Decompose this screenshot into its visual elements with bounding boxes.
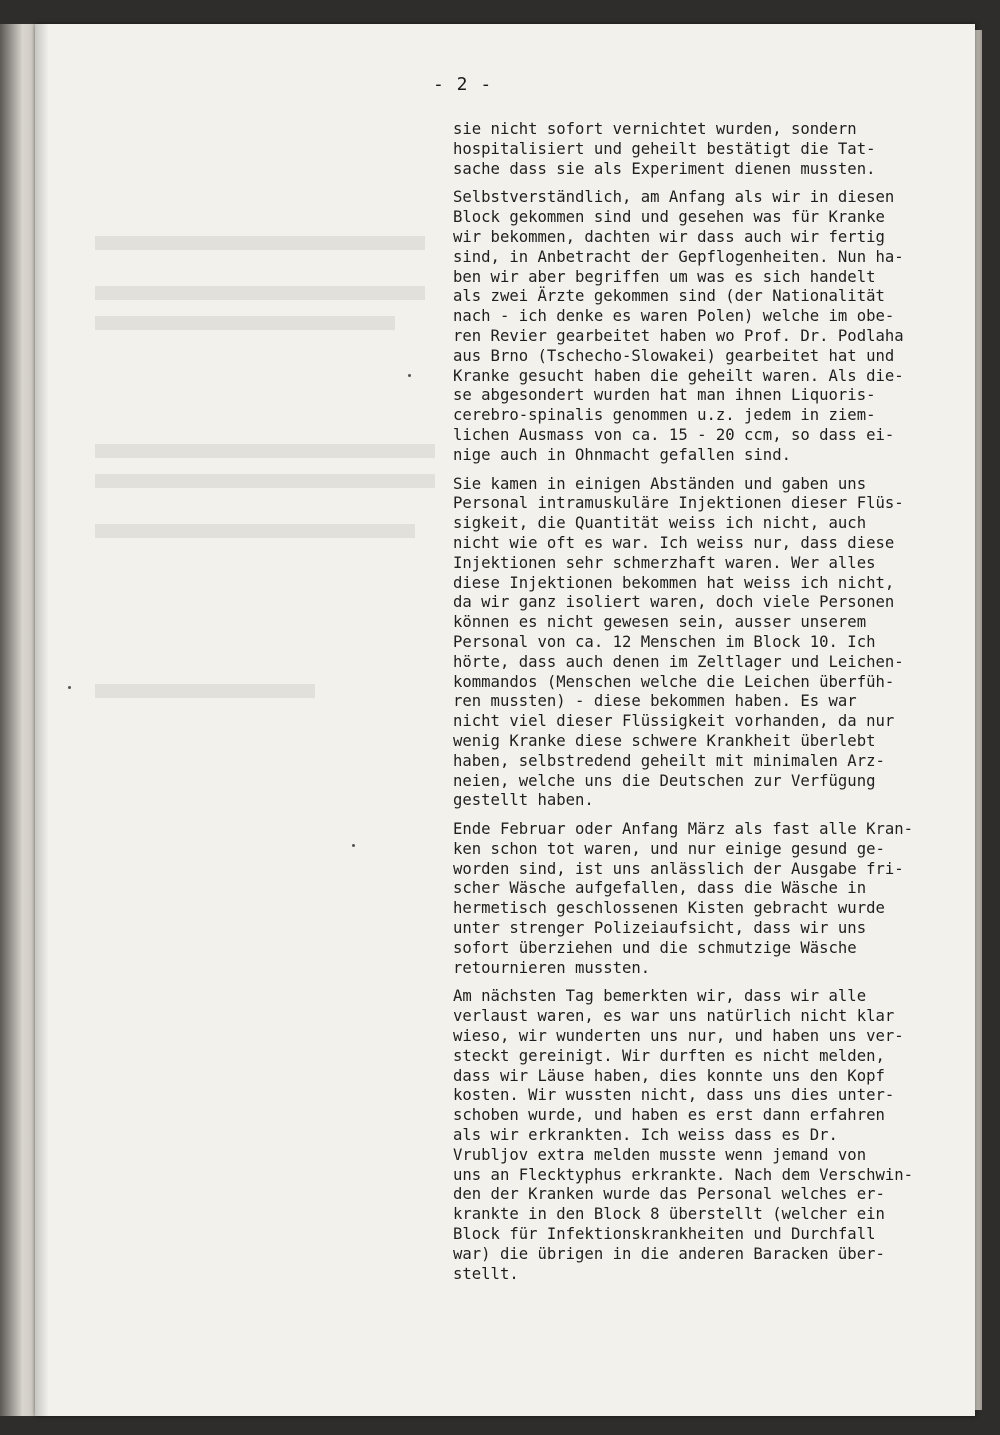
body-text [453,120,973,1293]
text-line: kosten. Wir wussten nicht, dass uns dies unter- [453,1086,895,1105]
text-line: unter strenger Polizeiaufsicht, dass wir uns [453,919,867,938]
page-number: - 2 - [433,74,493,95]
text-line: lichen Ausmass von ca. 15 - 20 ccm, so dass ei- [453,425,895,444]
text-line: war) die übrigen in die anderen Baracken über- [453,1244,885,1263]
paragraph [453,188,973,465]
text-line: den der Kranken wurde das Personal welches er- [453,1185,885,1204]
bleed-through-mark [95,524,415,538]
text-line: steckt gereinigt. Wir durften es nicht melden, [453,1046,885,1065]
text-line: verlaust waren, es war uns natürlich nicht klar [453,1007,895,1026]
text-line: Kranke gesucht haben die geheilt waren. Als die- [453,366,904,385]
text-line: schoben wurde, und haben es erst dann erfahren [453,1106,885,1125]
text-line: stellt. [453,1264,519,1283]
text-line: Ende Februar oder Anfang März als fast alle Kran- [453,820,914,839]
text-line: neien, welche uns die Deutschen zur Verfügung [453,771,876,790]
text-line: wenig Kranke diese schwere Krankheit überlebt [453,731,876,750]
text-line: Block für Infektionskrankheiten und Durchfall [453,1225,876,1244]
text-line: nige auch in Ohnmacht gefallen sind. [453,445,791,464]
text-line: Injektionen sehr schmerzhaft waren. Wer alles [453,553,876,572]
text-line: Selbstverständlich, am Anfang als wir in diesen [453,188,895,207]
text-line: nach - ich denke es waren Polen) welche im obe- [453,307,895,326]
text-line: Am nächsten Tag bemerkten wir, dass wir alle [453,987,867,1006]
bleed-through-mark [95,474,435,488]
paragraph [453,475,973,812]
text-line: da wir ganz isoliert waren, doch viele Personen [453,593,895,612]
text-line: wieso, wir wunderten uns nur, und haben uns ver- [453,1027,904,1046]
paragraph [453,120,973,179]
paper-speck [68,686,71,689]
bleed-through-mark [95,236,425,250]
text-line: Personal von ca. 12 Menschen im Block 10. Ich [453,632,876,651]
text-line: uns an Flecktyphus erkrankte. Nach dem Verschwin- [453,1165,914,1184]
text-line: haben, selbstredend geheilt mit minimalen Arz- [453,751,885,770]
text-line: sofort überziehen und die schmutzige Wäsche [453,938,857,957]
text-line: wir bekommen, dachten wir dass auch wir fertig [453,227,885,246]
bleed-through-mark [95,444,435,458]
paper-speck [408,374,411,377]
text-line: kommandos (Menschen welche die Leichen überfüh- [453,672,895,691]
text-line: diese Injektionen bekommen hat weiss ich nicht, [453,573,895,592]
previous-page-edge [0,24,38,1416]
text-line: hörte, dass auch denen im Zeltlager und Leichen- [453,652,904,671]
text-line: Vrubljov extra melden musste wenn jemand von [453,1145,867,1164]
text-line: ren Revier gearbeitet haben wo Prof. Dr. Podlaha [453,326,904,345]
paper-speck [352,844,355,847]
text-line: krankte in den Block 8 überstellt (welcher ein [453,1205,885,1224]
text-line: sie nicht sofort vernichtet wurden, sondern [453,120,857,138]
text-line: sind, in Anbetracht der Gepflogenheiten. Nun ha- [453,247,904,266]
text-line: sigkeit, die Quantität weiss ich nicht, auch [453,514,867,533]
text-line: ben wir aber begriffen um was es sich handelt [453,267,876,286]
text-line: aus Brno (Tschecho-Slowakei) gearbeitet hat und [453,346,895,365]
bleed-through-mark [95,684,315,698]
text-line: sache dass sie als Experiment dienen mussten. [453,159,876,178]
text-line: cerebro-spinalis genommen u.z. jedem in ziem- [453,406,876,425]
text-line: können es nicht gewesen sein, ausser unserem [453,613,867,632]
bleed-through-mark [95,316,395,330]
text-line: als wir erkrankten. Ich weiss dass es Dr. [453,1126,838,1145]
paragraph [453,820,973,978]
paragraph [453,987,973,1284]
text-line: als zwei Ärzte gekommen sind (der Nationalität [453,287,885,306]
text-line: retournieren mussten. [453,958,651,977]
text-line: hospitalisiert und geheilt bestätigt die Tat- [453,139,876,158]
text-line: Sie kamen in einigen Abständen und gaben uns [453,474,867,493]
text-line: hermetisch geschlossenen Kisten gebracht wurde [453,899,885,918]
page-stack-edge [974,30,982,1410]
text-line: nicht viel dieser Flüssigkeit vorhanden, da nur [453,712,895,731]
text-line: ren mussten) - diese bekommen haben. Es war [453,692,857,711]
bleed-through-mark [95,286,425,300]
text-line: nicht wie oft es war. Ich weiss nur, dass diese [453,533,895,552]
text-line: Block gekommen sind und gesehen was für Kranke [453,208,885,227]
text-line: se abgesondert wurden hat man ihnen Liquoris- [453,386,876,405]
text-line: dass wir Läuse haben, dies konnte uns den Kopf [453,1066,885,1085]
text-line: gestellt haben. [453,791,594,810]
text-line: ken schon tot waren, und nur einige gesund ge- [453,839,885,858]
text-line: scher Wäsche aufgefallen, dass die Wäsche in [453,879,867,898]
text-line: worden sind, ist uns anlässlich der Ausgabe fri- [453,859,904,878]
text-line: Personal intramuskuläre Injektionen dieser Flüs- [453,494,904,513]
